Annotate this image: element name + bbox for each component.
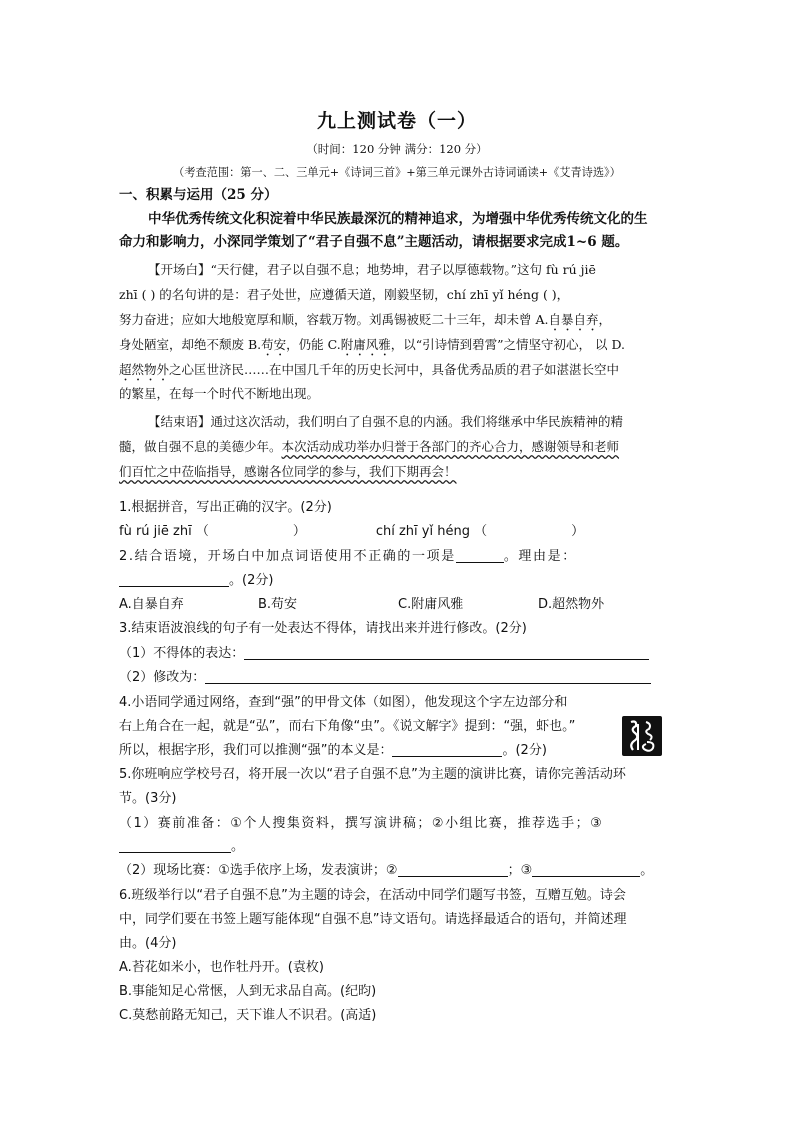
- opening-line-5: [119, 359, 679, 384]
- closing-line-2: [119, 436, 679, 458]
- question-4-text: 所以，根据字形，我们可以推测“强”的本义是：: [119, 743, 393, 758]
- opening-line-2: zhī ( ) 的名句讲的是：君子处世，应遵循天道，刚毅坚韧，chí zhī yǐ héng ( )，: [119, 287, 570, 302]
- opening-text: ，仍能 C.: [286, 337, 341, 352]
- closing-text: 髓，做自强不息的美德少年。: [119, 439, 282, 454]
- opening-line-4: [119, 334, 679, 359]
- opening-text: 身处陋室，却绝不颓废 B.: [119, 337, 262, 352]
- answer-blank[interactable]: [244, 644, 649, 660]
- exam-scope: （考查范围：第一、二、三单元+《诗词三首》+第三单元课外古诗词诵读+《艾青诗选》）: [173, 166, 621, 179]
- answer-blank[interactable]: [205, 668, 651, 684]
- closing-line-3: [119, 461, 679, 483]
- question-4-line-2: 右上角合在一起，就是“弘”，而右下角像“虫”。《说文解字》提到：“强，虾也。”: [119, 719, 576, 734]
- answer-blank[interactable]: [398, 861, 508, 877]
- dotted-word-c: 附庸风雅: [340, 337, 391, 352]
- answer-blank[interactable]: [119, 571, 229, 587]
- pinyin-2: chí zhī yǐ héng （: [375, 524, 488, 539]
- question-6-line-1: 6.班级举行以“君子自强不息”为主题的诗会，在活动中同学们题写书签，互赠互勉。诗会: [119, 888, 626, 903]
- answer-blank[interactable]: [532, 861, 640, 877]
- pinyin-2-close: ）: [571, 524, 585, 539]
- question-5-line-1: 5.你班响应学校号召，将开展一次以“君子自强不息”为主题的演讲比赛，请你完善活动环: [119, 767, 626, 782]
- question-6-option-a: A.苔花如米小，也作牡丹开。(袁枚): [119, 960, 324, 975]
- answer-blank[interactable]: [392, 741, 502, 757]
- question-6-option-b: B.事能知足心常惬，人到无求品自高。(纪昀): [119, 984, 377, 999]
- opening-line-3: [119, 309, 679, 334]
- question-4-line-3: [119, 740, 619, 762]
- question-2-text: 2.结合语境，开场白中加点词语使用不正确的一项是: [119, 549, 456, 564]
- answer-blank[interactable]: [456, 547, 504, 563]
- question-5-part-1: （1）赛前准备：①个人搜集资料，撰写演讲稿；②小组比赛，推荐选手；③: [119, 816, 604, 831]
- question-3-part-2: [119, 667, 679, 689]
- intro-line-1: 中华优秀传统文化积淀着中华民族最深沉的精神追求，为增强中华优秀传统文化的生: [148, 211, 648, 227]
- pinyin-1: fù rú jiē zhī （: [119, 524, 209, 539]
- option-a: A.自暴自弃: [119, 597, 184, 612]
- question-4-line-1: 4.小语同学通过网络，查到“强”的甲骨文体（如图），他发现这个字左边部分和: [119, 695, 568, 710]
- question-5-text: （2）现场比赛：①选手依序上场，发表演讲；②: [119, 863, 398, 878]
- question-6-option-c: C.莫愁前路无知己，天下谁人不识君。(高适): [119, 1008, 377, 1023]
- question-5-line-2: 节。(3分): [119, 791, 177, 806]
- question-2-text: 。理由是：: [503, 549, 577, 564]
- section-heading: 一、积累与运用（25 分）: [119, 187, 278, 203]
- oracle-bone-glyph: [622, 716, 662, 756]
- question-3: 3.结束语波浪线的句子有一处表达不得体，请找出来并进行修改。(2分): [119, 621, 527, 636]
- closing-line-1: 【结束语】通过这次活动，我们明白了自强不息的内涵。我们将继承中华民族精神的精: [148, 414, 624, 429]
- dotted-word-b: 苟安: [261, 337, 287, 352]
- wavy-sentence: 们百忙之中莅临指导，感谢各位同学的参与，我们下期再会！: [119, 464, 457, 479]
- question-4-score: 。(2分): [502, 743, 547, 758]
- page-title: 九上测试卷（一）: [316, 110, 477, 132]
- question-5-part-2: [119, 860, 679, 882]
- pinyin-1-close: ）: [292, 524, 306, 539]
- option-b: B.苟安: [258, 597, 298, 612]
- question-2-reason: [119, 570, 679, 592]
- question-6-line-3: 由。(4分): [119, 936, 177, 951]
- dotted-word-d: 超然物外: [119, 362, 170, 377]
- option-c: C.附庸风雅: [398, 597, 464, 612]
- oracle-bone-image: [622, 716, 662, 756]
- opening-text: ，: [598, 312, 612, 327]
- time-info: （时间：120 分钟 满分：120 分）: [306, 142, 488, 156]
- question-3-label-1: （1）不得体的表达：: [119, 646, 245, 661]
- question-1: 1.根据拼音，写出正确的汉字。(2分): [119, 500, 332, 515]
- question-2: [119, 546, 679, 568]
- option-d: D.超然物外: [538, 597, 605, 612]
- question-2-score: 。(2分): [229, 573, 274, 588]
- question-5-end: 。: [640, 863, 654, 878]
- intro-line-2: 命力和影响力，小深同学策划了“君子自强不息”主题活动，请根据要求完成1~6 题。: [119, 234, 629, 250]
- question-1-answers: [119, 521, 679, 543]
- dotted-word-a: 自暴自弃: [548, 312, 599, 327]
- opening-line-1: 【开场白】“天行健，君子以自强不息；地势坤，君子以厚德载物。”这句 fù rú jiē: [148, 262, 596, 277]
- answer-blank[interactable]: [119, 837, 231, 853]
- opening-text: 之心匡世济民……在中国几千年的历史长河中，具备优秀品质的君子如湛湛长空中: [169, 362, 620, 377]
- question-6-line-2: 中，同学们要在书签上题写能体现“自强不息”诗文语句。请选择最适合的语句，并简述理: [119, 912, 627, 927]
- opening-line-6: 的繁星，在每一个时代不断地出现。: [119, 386, 320, 401]
- question-5-end: 。: [231, 839, 245, 854]
- opening-text: 努力奋进；应如大地般宽厚和顺，容载万物。刘禹锡被贬二十三年，却未曾 A.: [119, 312, 549, 327]
- question-5-part-1-blank: [119, 836, 679, 858]
- question-5-text: ；③: [507, 863, 533, 878]
- question-3-part-1: [119, 643, 679, 665]
- wavy-sentence: 本次活动成功举办归誉于各部门的齐心合力，感谢领导和老师: [281, 439, 620, 454]
- opening-text: ，以“引诗情到碧霄”之情坚守初心， 以 D.: [390, 337, 626, 352]
- question-3-label-2: （2）修改为：: [119, 670, 206, 685]
